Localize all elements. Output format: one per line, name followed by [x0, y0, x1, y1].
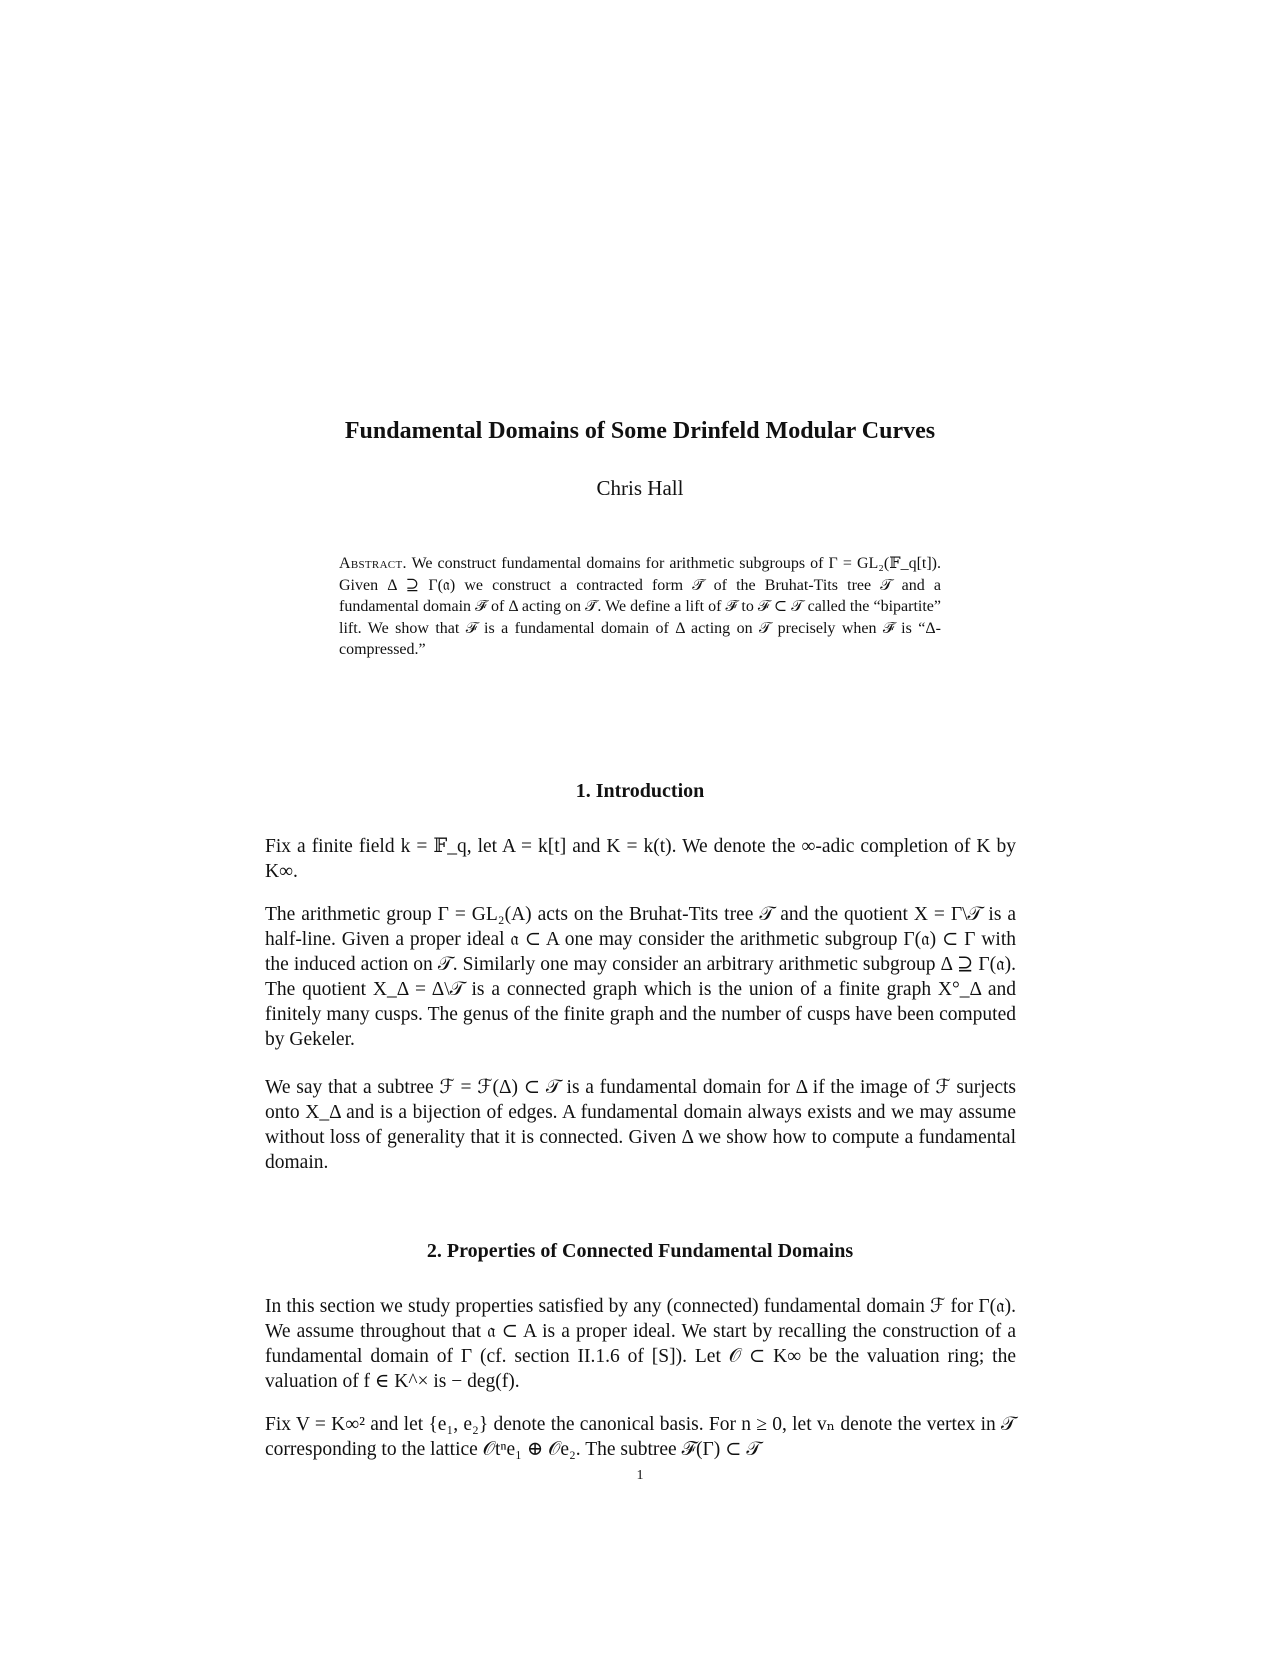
paragraph: In this section we study properties satisfied by any (connected) fundamental domain ℱ for Γ(𝔞). We assume throughout that 𝔞 ⊂ A is a proper ideal. We start by recalling the construction of a fundamental domain of Γ (cf. section II.1.6 of [S]). Let 𝒪 ⊂ K∞ be the valuation ring; the valuation of f ∈ K^× is − deg(f).	[265, 1296, 1016, 1392]
paragraph: Fix V = K∞² and let {e₁, e₂} denote the canonical basis. For n ≥ 0, let vₙ denote the vertex in 𝒯 corresponding to the lattice 𝒪tⁿe₁ ⊕ 𝒪e₂. The subtree ℱ(Γ) ⊂ 𝒯	[265, 1414, 1016, 1460]
page-number: 1	[636, 1468, 644, 1483]
section-heading-introduction: 1. Introduction	[575, 780, 705, 802]
abstract	[339, 553, 941, 661]
abstract-label: Abstract.	[339, 555, 407, 572]
section-heading-properties: 2. Properties of Connected Fundamental Domains	[426, 1240, 854, 1262]
paragraph: Fix a finite field k = 𝔽_q, let A = k[t] and K = k(t). We denote the ∞-adic completion of K by K∞.	[265, 836, 1016, 882]
paper-title: Fundamental Domains of Some Drinfeld Modular Curves	[344, 418, 936, 444]
paragraph: The arithmetic group Γ = GL₂(A) acts on the Bruhat-Tits tree 𝒯 and the quotient X = Γ\𝒯 is a half-line. Given a proper ideal 𝔞 ⊂ A one may consider the arithmetic subgroup Γ(𝔞) ⊂ Γ with the induced action on 𝒯. Similarly one may consider an arbitrary arithmetic subgroup Δ ⊇ Γ(𝔞). The quotient X_Δ = Δ\𝒯 is a connected graph which is the union of a finite graph X°_Δ and finitely many cusps. The genus of the finite graph and the number of cusps have been computed by Gekeler.	[265, 904, 1016, 1050]
abstract-text: We construct fundamental domains for arithmetic subgroups of Γ = GL₂(𝔽_q[t]). Given Δ ⊇ Γ(𝔞) we construct a contracted form 𝒯̄ of the Bruhat-Tits tree 𝒯 and a fundamental domain ℱ̄ of Δ acting on 𝒯̄. We define a lift of ℱ̄ to ℱ ⊂ 𝒯 called the “bipartite” lift. We show that ℱ is a fundamental domain of Δ acting on 𝒯 precisely when ℱ̄ is “Δ-compressed.”	[339, 555, 941, 658]
paragraph: We say that a subtree ℱ = ℱ(Δ) ⊂ 𝒯 is a fundamental domain for Δ if the image of ℱ surjects onto X_Δ and is a bijection of edges. A fundamental domain always exists and we may assume without loss of generality that it is connected. Given Δ we show how to compute a fundamental domain.	[265, 1077, 1016, 1173]
paper-author: Chris Hall	[596, 476, 684, 500]
